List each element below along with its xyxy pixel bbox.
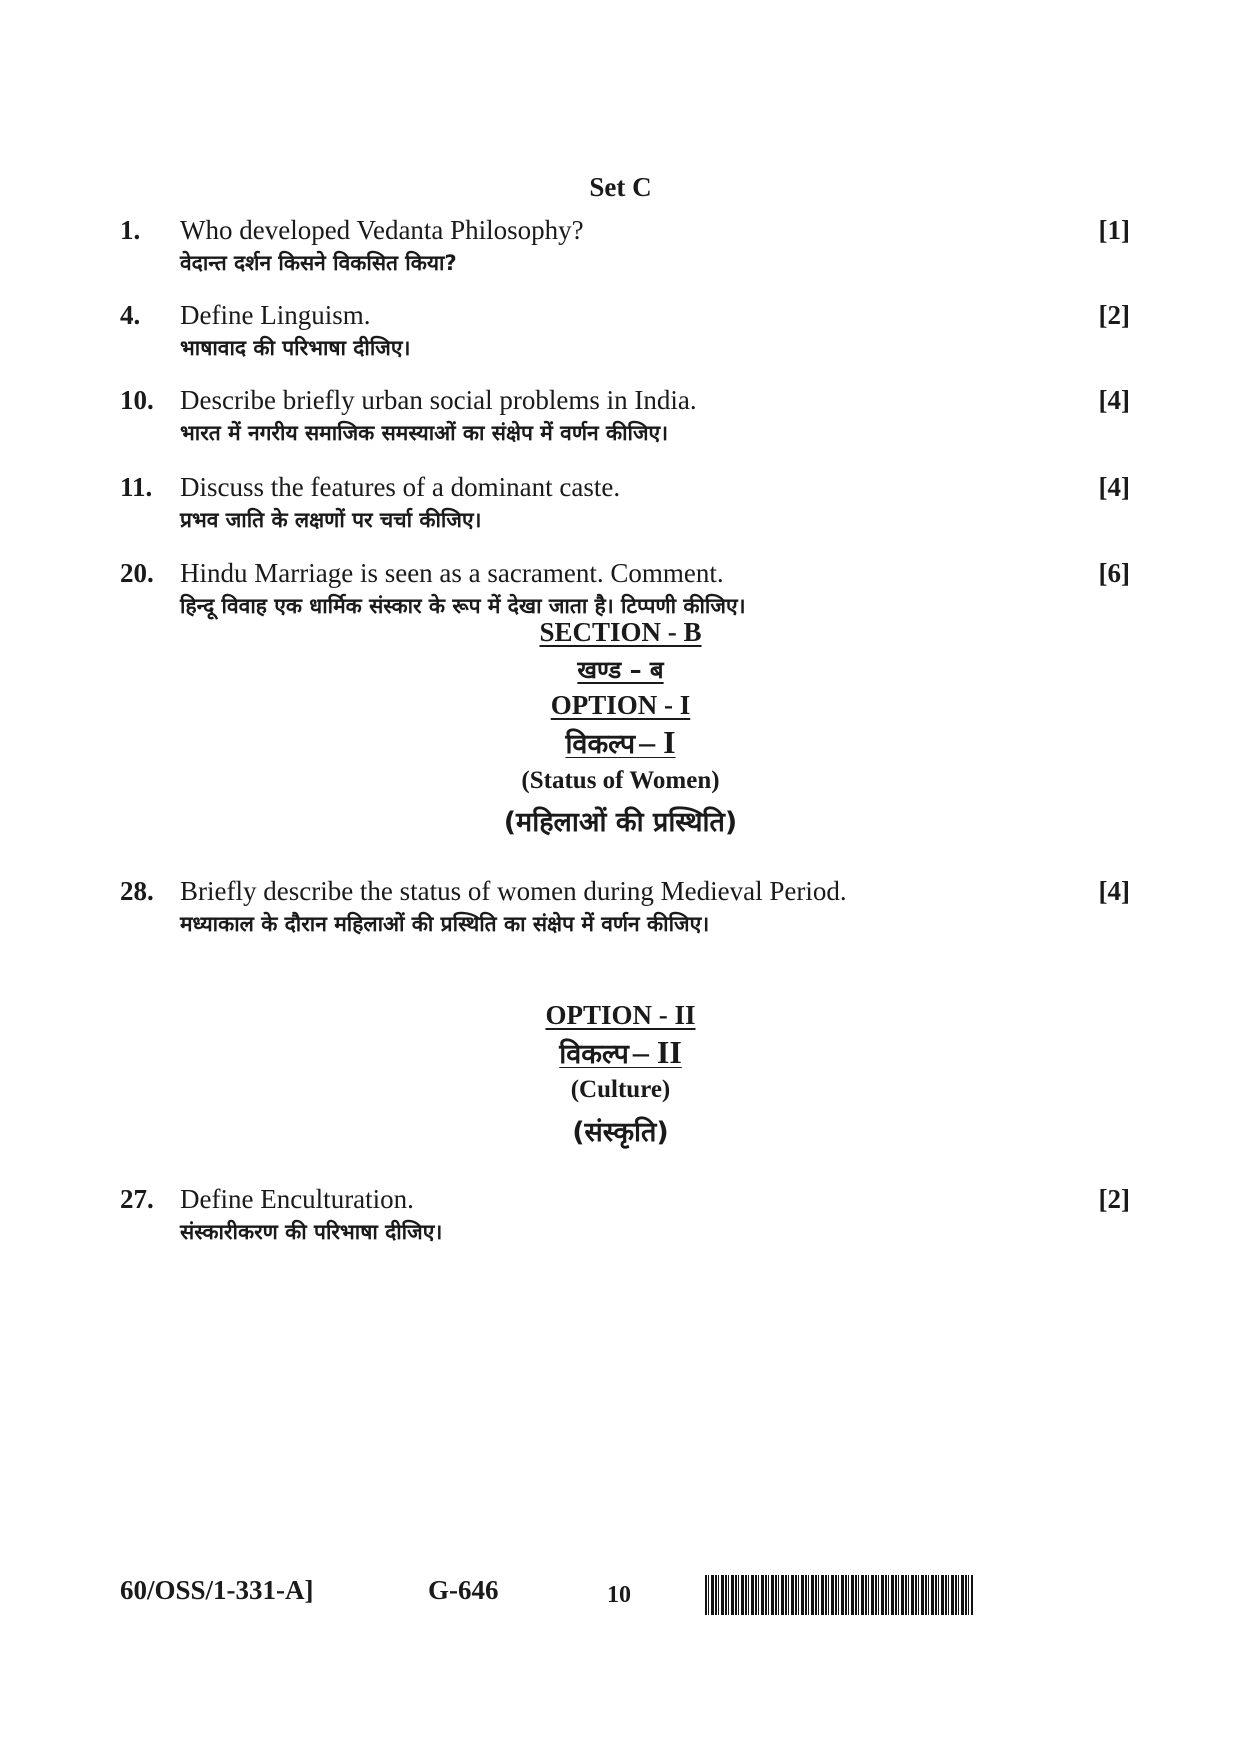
question-text-en: Briefly describe the status of women during Medieval Period. [180,876,847,906]
option-1-heading [0,690,1241,721]
set-title: Set C [589,172,652,202]
question-text-hi: मध्याकाल के दौरान महिलाओं की प्रस्थिति का संक्षेप में वर्णन कीजिए। [180,912,710,936]
question-number: 28. [120,876,154,906]
question-number: 27. [120,1184,154,1214]
question-number: 4. [120,300,141,330]
question-marks: [4] [1098,876,1130,906]
option-2-title-en: (Culture) [570,1076,671,1103]
option-2-heading-hindi [0,1034,1241,1071]
question-marks: [2] [1098,300,1130,330]
question-text-hi: संस्कारीकरण की परिभाषा दीजिए। [180,1220,443,1244]
page-number: 10 [607,1582,631,1608]
question-marks: [1] [1098,215,1130,245]
section-heading-en: SECTION - B [539,617,702,647]
question-text-en: Discuss the features of a dominant caste. [180,472,621,502]
question-text-hi: हिन्दू विवाह एक धार्मिक संस्कार के रूप में देखा जाता है। टिप्पणी कीजिए। [180,594,746,618]
footer-paper-code: G-646 [428,1575,499,1605]
question-text-en: Define Linguism. [180,300,371,330]
option-2-heading [0,1000,1241,1031]
option-2-label-hi: विकल्प [559,1039,629,1070]
question-number: 20. [120,558,154,588]
question-text-hi: प्रभव जाति के लक्षणों पर चर्चा कीजिए। [180,508,482,532]
question-text-hi: भाषावाद की परिभाषा दीजिए। [180,336,411,360]
question-text-en: Describe briefly urban social problems in India. [180,385,697,415]
option-1-roman: – I [639,724,676,760]
option-1-title-hi: (महिलाओं की प्रस्थिति) [503,807,738,838]
question-text-hi: वेदान्त दर्शन किसने विकसित किया? [180,251,457,275]
question-text-en: Who developed Vedanta Philosophy? [180,215,584,245]
question-number: 11. [120,472,153,502]
question-number: 1. [120,215,141,245]
section-heading-hindi [0,653,1241,686]
option-1-heading-hindi [0,724,1241,761]
option-1-label-hi: विकल्प [565,729,636,760]
section-heading [0,617,1241,648]
footer-code: 60/OSS/1-331-A] [120,1575,314,1605]
option-2-roman: – II [632,1034,682,1070]
question-text-en: Define Enculturation. [180,1184,414,1214]
question-text-hi: भारत में नगरीय समाजिक समस्याओं का संक्षेप में वर्णन कीजिए। [180,421,669,445]
question-marks: [2] [1098,1184,1130,1214]
question-number: 10. [120,385,154,415]
question-marks: [4] [1098,472,1130,502]
option-2-title-hi: (संस्कृति) [572,1117,669,1148]
question-marks: [6] [1098,558,1130,588]
question-marks: [4] [1098,385,1130,415]
option-1-title-en: (Status of Women) [521,767,720,794]
option-2-label-en: OPTION - II [545,1000,696,1030]
option-1-label-en: OPTION - I [550,690,691,720]
barcode-image [705,1575,973,1615]
section-heading-hi: खण्ड – ब [577,656,664,684]
question-text-en: Hindu Marriage is seen as a sacrament. Comment. [180,558,724,588]
